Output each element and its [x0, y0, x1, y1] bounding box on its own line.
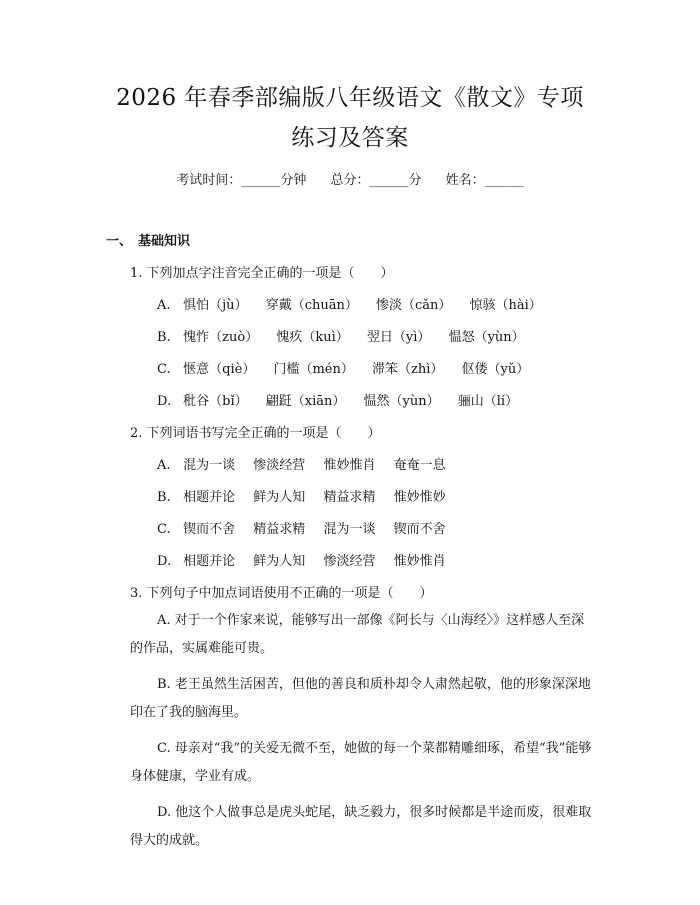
question-2-stem: 2. 下列词语书写完全正确的一项是（ ）: [130, 426, 381, 441]
q1-option-c: [157, 358, 543, 377]
option-word: 精益求精: [253, 522, 306, 537]
student-name: 姓名：______: [445, 173, 524, 188]
q2-option-c: [157, 518, 460, 537]
question-1-stem: 1. 下列加点字注音完全正确的一项是（ ）: [130, 266, 394, 281]
q1-option-d: [157, 390, 532, 409]
q3-option-c: C. 母亲对“我”的关爱无微不至，她做的每一个菜都精雕细琢，希望“我”能够身体健康，学业有成。: [130, 741, 592, 784]
option-word: 锲而不舍: [183, 522, 236, 537]
q3-option-a: A. 对于一个作家来说，能够写出一部像《阿长与〈山海经〉》这样感人至深的作品，实属难能可贵。: [130, 613, 585, 656]
option-word: 门槛（mén）: [273, 362, 354, 377]
q2-option-b: [157, 486, 460, 505]
option-word: 奄奄一息: [393, 458, 446, 473]
option-word: 相题并论: [183, 490, 236, 505]
document-title: [70, 78, 630, 158]
option-letter: A.: [157, 458, 171, 473]
option-word: 惟妙惟肖: [323, 458, 376, 473]
option-word: 混为一谈: [183, 458, 236, 473]
option-word: 惟妙惟肖: [393, 554, 446, 569]
option-letter: D.: [157, 394, 172, 409]
option-word: 锲而不舍: [393, 522, 446, 537]
q3-option-b: B. 老王虽然生活困苦，但他的善良和质朴却令人肃然起敬，他的形象深深地印在了我的脑海里。: [130, 677, 591, 720]
title-line-1: 2026 年春季部编版八年级语文《散文》专项: [116, 85, 584, 111]
option-word: 穿戴（chuān）: [265, 298, 358, 313]
exam-time: 考试时间：______分钟: [176, 173, 307, 188]
q1-option-b: [157, 326, 539, 345]
option-letter: A.: [157, 298, 171, 313]
option-word: 翩跹（xiān）: [265, 394, 346, 409]
option-word: 愠然（yùn）: [363, 394, 440, 409]
option-letter: B.: [157, 330, 171, 345]
option-letter: C.: [157, 362, 171, 377]
option-word: 惨淡经营: [253, 458, 306, 473]
option-word: 滞笨（zhì）: [372, 362, 444, 377]
q2-option-a: [157, 454, 460, 473]
option-word: 鲜为人知: [253, 554, 306, 569]
question-3-stem: 3. 下列句子中加点词语使用不正确的一项是（ ）: [130, 586, 433, 601]
option-word: 伛偻（yǔ）: [461, 362, 530, 377]
section-number: 一、: [106, 234, 133, 249]
option-word: 秕谷（bǐ）: [183, 394, 248, 409]
option-word: 骊山（lí）: [457, 394, 519, 409]
option-word: 惊骇（hài）: [469, 298, 542, 313]
option-word: 愧疚（kuì）: [276, 330, 349, 345]
q2-option-d: [157, 550, 460, 569]
option-word: 惨淡（cǎn）: [375, 298, 452, 313]
option-word: 相题并论: [183, 554, 236, 569]
option-word: 惬意（qiè）: [183, 362, 256, 377]
option-word: 惧怕（jù）: [183, 298, 248, 313]
option-letter: C.: [157, 522, 171, 537]
option-word: 惨淡经营: [323, 554, 376, 569]
option-word: 混为一谈: [323, 522, 376, 537]
option-word: 翌日（yì）: [366, 330, 431, 345]
q3-option-d: D. 他这个人做事总是虎头蛇尾，缺乏毅力，很多时候都是半途而废，很难取得大的成就。: [130, 805, 592, 848]
option-word: 愧怍（zuò）: [183, 330, 259, 345]
q1-option-a: [157, 294, 556, 313]
option-word: 愠怒（yùn）: [448, 330, 525, 345]
option-word: 惟妙惟妙: [393, 490, 446, 505]
section-title: 基础知识: [138, 234, 191, 249]
exam-info: [0, 169, 700, 188]
section-heading: [106, 230, 190, 249]
option-letter: B.: [157, 490, 171, 505]
exam-score: 总分：______分: [330, 173, 422, 188]
option-word: 鲜为人知: [253, 490, 306, 505]
option-word: 精益求精: [323, 490, 376, 505]
option-letter: D.: [157, 554, 172, 569]
title-line-2: 练习及答案: [291, 125, 409, 151]
